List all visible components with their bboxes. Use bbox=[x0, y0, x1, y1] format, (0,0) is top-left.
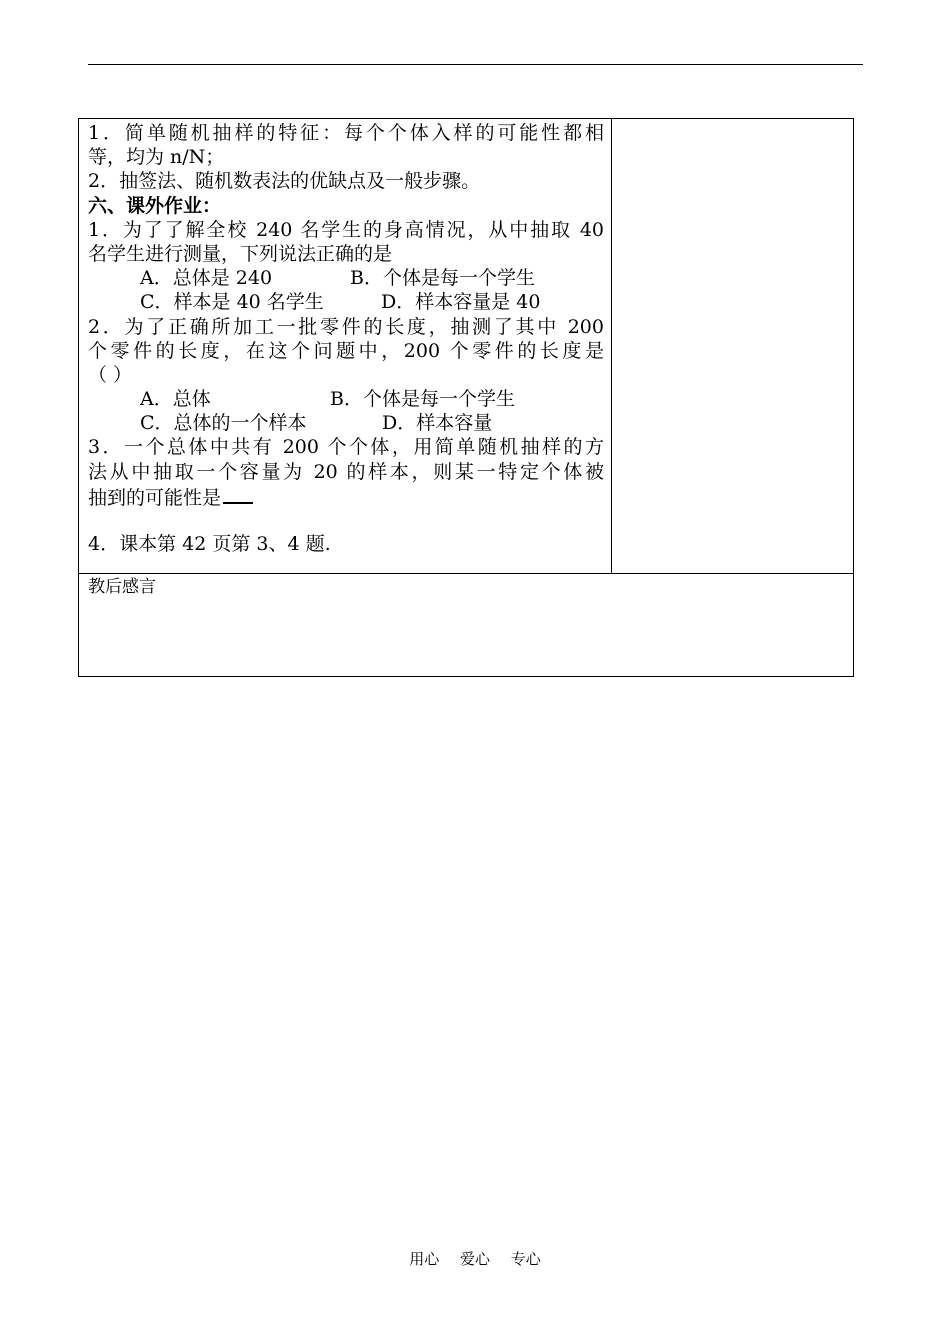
question-2-option-b: B．个体是每一个学生 bbox=[330, 388, 515, 411]
reflection-label: 教后感言 bbox=[88, 577, 156, 597]
question-4: 4．课本第 42 页第 3、4 题. bbox=[88, 533, 331, 556]
summary-item-1-line-2: 等，均为 n/N； bbox=[88, 146, 225, 169]
question-2-line-3: （ ） bbox=[88, 363, 133, 386]
question-2-options-row-1 bbox=[88, 387, 604, 411]
page-footer bbox=[0, 1248, 950, 1269]
content-cell bbox=[79, 119, 612, 573]
question-2-option-a: A．总体 bbox=[140, 388, 211, 411]
lesson-table bbox=[78, 118, 854, 677]
question-2-option-c: C．总体的一个样本 bbox=[140, 412, 307, 435]
question-1-option-a: A．总体是 240 bbox=[140, 267, 273, 290]
question-2-line-2: 个零件的长度，在这个问题中，200 个零件的长度是 bbox=[88, 339, 604, 362]
question-1-line-1: 1．为了了解全校 240 名学生的身高情况，从中抽取 40 bbox=[88, 218, 604, 241]
notes-cell bbox=[612, 119, 853, 573]
footer-word-1: 用心 bbox=[409, 1250, 440, 1268]
footer-word-2: 爱心 bbox=[459, 1250, 490, 1268]
header-rule bbox=[88, 64, 863, 65]
question-1-option-c: C．样本是 40 名学生 bbox=[140, 291, 324, 314]
question-1-options-row-1 bbox=[88, 266, 604, 290]
question-2-options-row-2 bbox=[88, 411, 604, 435]
footer-word-3: 专心 bbox=[510, 1250, 541, 1268]
question-1-options-row-2 bbox=[88, 290, 604, 314]
question-1-line-2: 名学生进行测量，下列说法正确的是 bbox=[88, 242, 393, 265]
question-1-option-b: B．个体是每一个学生 bbox=[350, 267, 535, 290]
homework-heading: 六、课外作业： bbox=[88, 194, 222, 217]
question-3-line-2: 法从中抽取一个容量为 20 的样本，则某一特定个体被 bbox=[88, 460, 604, 483]
question-1-option-d: D．样本容量是 40 bbox=[381, 291, 541, 314]
summary-item-2: 2．抽签法、随机数表法的优缺点及一般步骤。 bbox=[88, 170, 481, 193]
question-2-line-1: 2．为了正确所加工一批零件的长度，抽测了其中 200 bbox=[88, 315, 604, 338]
row-divider bbox=[79, 573, 853, 574]
question-3-line-3-text: 抽到的可能性是 bbox=[88, 486, 222, 509]
answer-blank bbox=[223, 484, 253, 504]
question-2-option-d: D．样本容量 bbox=[382, 412, 493, 435]
question-3-line-3 bbox=[88, 484, 604, 508]
question-3-line-1: 3．一个总体中共有 200 个个体，用简单随机抽样的方 bbox=[88, 436, 604, 459]
content-text bbox=[88, 121, 604, 556]
summary-item-1-line-1: 1．简单随机抽样的特征：每个个体入样的可能性都相 bbox=[88, 122, 604, 144]
blank-line bbox=[88, 508, 604, 532]
